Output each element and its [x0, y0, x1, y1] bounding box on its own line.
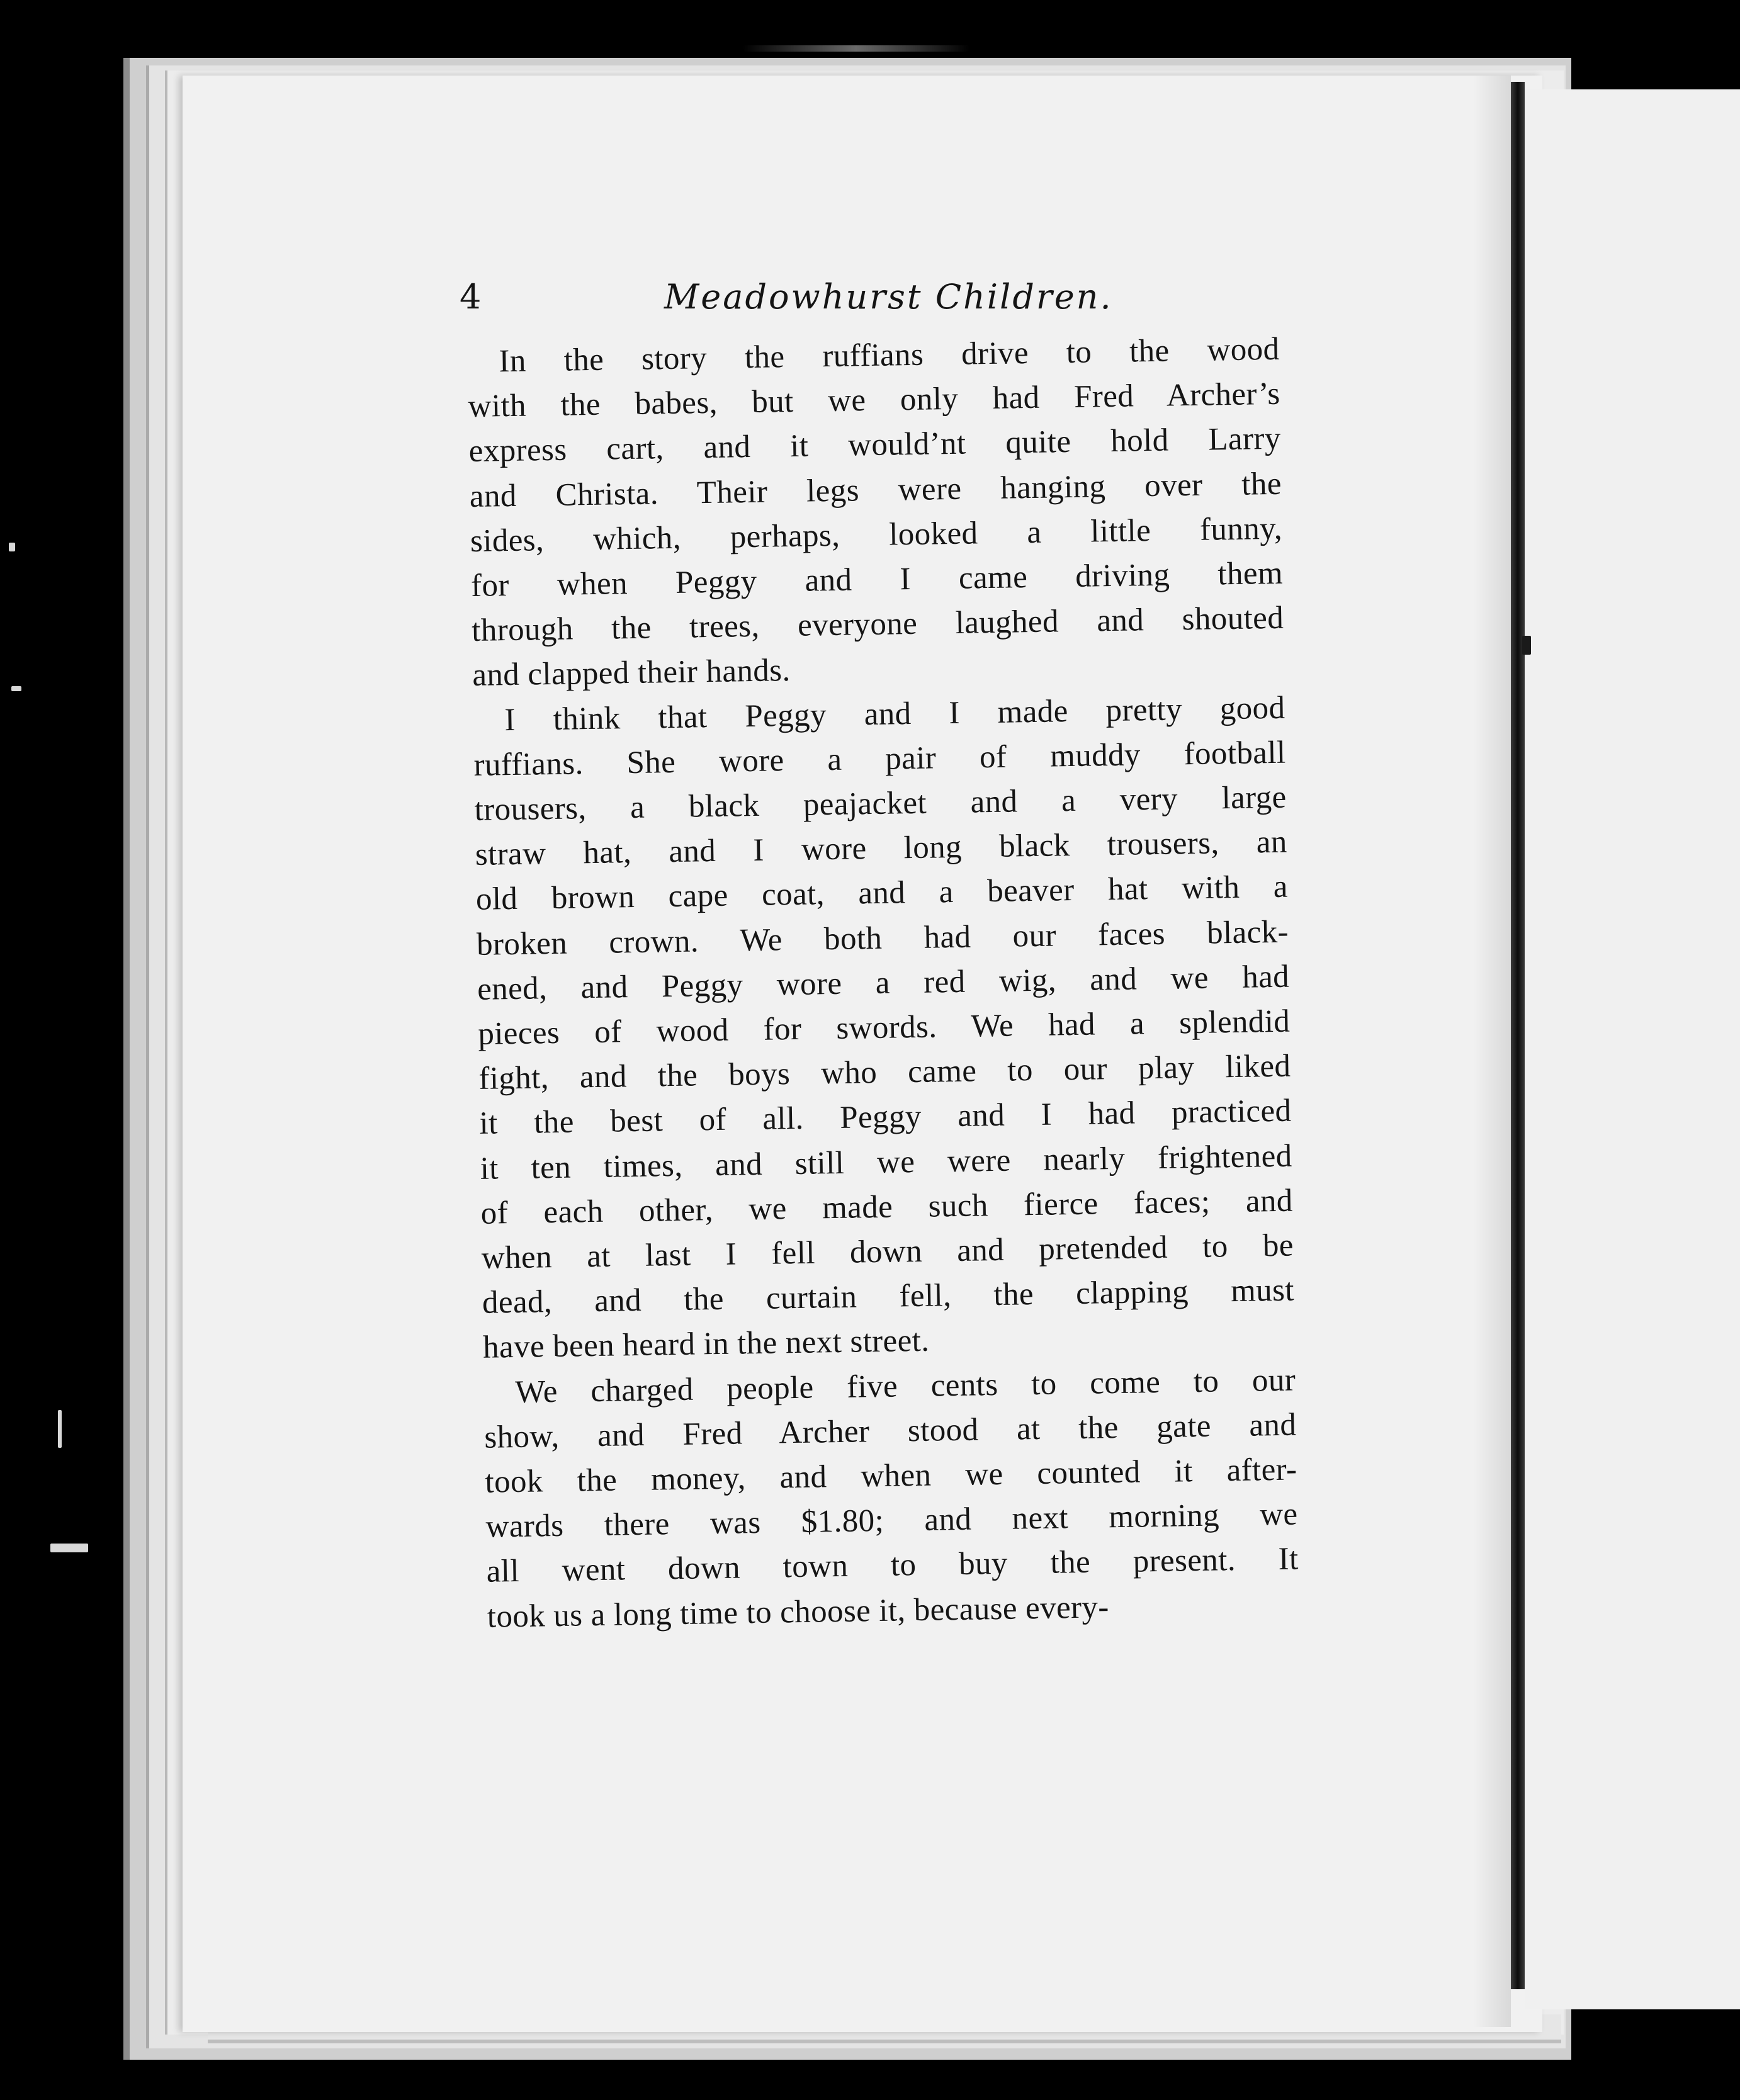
body-text: [467, 327, 1299, 1640]
text-line: trousers, a black peajacket and a very large: [474, 779, 1287, 828]
gutter-shadow: [1473, 76, 1511, 2027]
running-head-title: Meadowhurst Children.: [664, 277, 1113, 317]
text-line: dead, and the curtain fell, the clapping must: [482, 1272, 1295, 1321]
top-edge-smudge: [743, 45, 969, 52]
text-line: with the babes, but we only had Fred Archer’s: [468, 376, 1280, 425]
text-line: express cart, and it would’nt quite hold Larry: [468, 421, 1282, 470]
text-line: ened, and Peggy wore a red wig, and we had: [477, 959, 1290, 1007]
scan-speck: [9, 543, 15, 551]
book-gutter: [1511, 82, 1525, 1989]
text-line: have been heard in the next street.: [482, 1323, 930, 1366]
text-line: straw hat, and I wore long black trousers, an: [475, 824, 1288, 873]
text-line: all went down town to buy the present. It: [486, 1541, 1299, 1590]
text-line: show, and Fred Archer stood at the gate and: [483, 1407, 1297, 1455]
text-line: fight, and the boys who came to our play liked: [478, 1048, 1291, 1097]
text-line: and clapped their hands.: [472, 653, 791, 694]
paragraph: [473, 686, 1296, 1370]
scan-speck: [11, 686, 21, 691]
page-header: [460, 277, 1278, 327]
paragraph: [483, 1358, 1300, 1639]
text-line: it the best of all. Peggy and I had practiced: [479, 1093, 1292, 1142]
text-line: In the story the ruffians drive to the wood: [499, 331, 1280, 380]
text-line: it ten times, and still we were nearly frightened: [480, 1138, 1292, 1187]
text-line: I think that Peggy and I made pretty good: [504, 690, 1285, 738]
facing-page-edge: [1525, 89, 1740, 2009]
text-line: broken crown. We both had our faces black-: [476, 914, 1289, 962]
scan-speck: [50, 1544, 88, 1552]
text-line: sides, which, perhaps, looked a little funny,: [470, 511, 1283, 559]
text-line: wards there was $1.80; and next morning we: [485, 1496, 1298, 1545]
text-line: pieces of wood for swords. We had a splendid: [477, 1003, 1291, 1052]
text-line: ruffians. She wore a pair of muddy football: [473, 735, 1286, 783]
text-line: through the trees, everyone laughed and shouted: [471, 600, 1284, 649]
text-line: We charged people five cents to come to our: [514, 1362, 1296, 1410]
text-line: took the money, and when we counted it after-: [485, 1452, 1297, 1500]
text-line: for when Peggy and I came driving them: [470, 555, 1284, 604]
text-line: of each other, we made such fierce faces; and: [480, 1183, 1294, 1231]
text-line: and Christa. Their legs were hanging over the: [469, 466, 1282, 514]
text-line: when at last I fell down and pretended to be: [481, 1228, 1294, 1276]
page-number: 4: [460, 277, 482, 317]
paragraph: [467, 327, 1285, 699]
scan-speck: [58, 1410, 62, 1448]
text-line: took us a long time to choose it, because every-: [487, 1589, 1110, 1635]
gutter-mark: [1522, 636, 1531, 655]
text-line: old brown cape coat, and a beaver hat with a: [475, 869, 1289, 918]
